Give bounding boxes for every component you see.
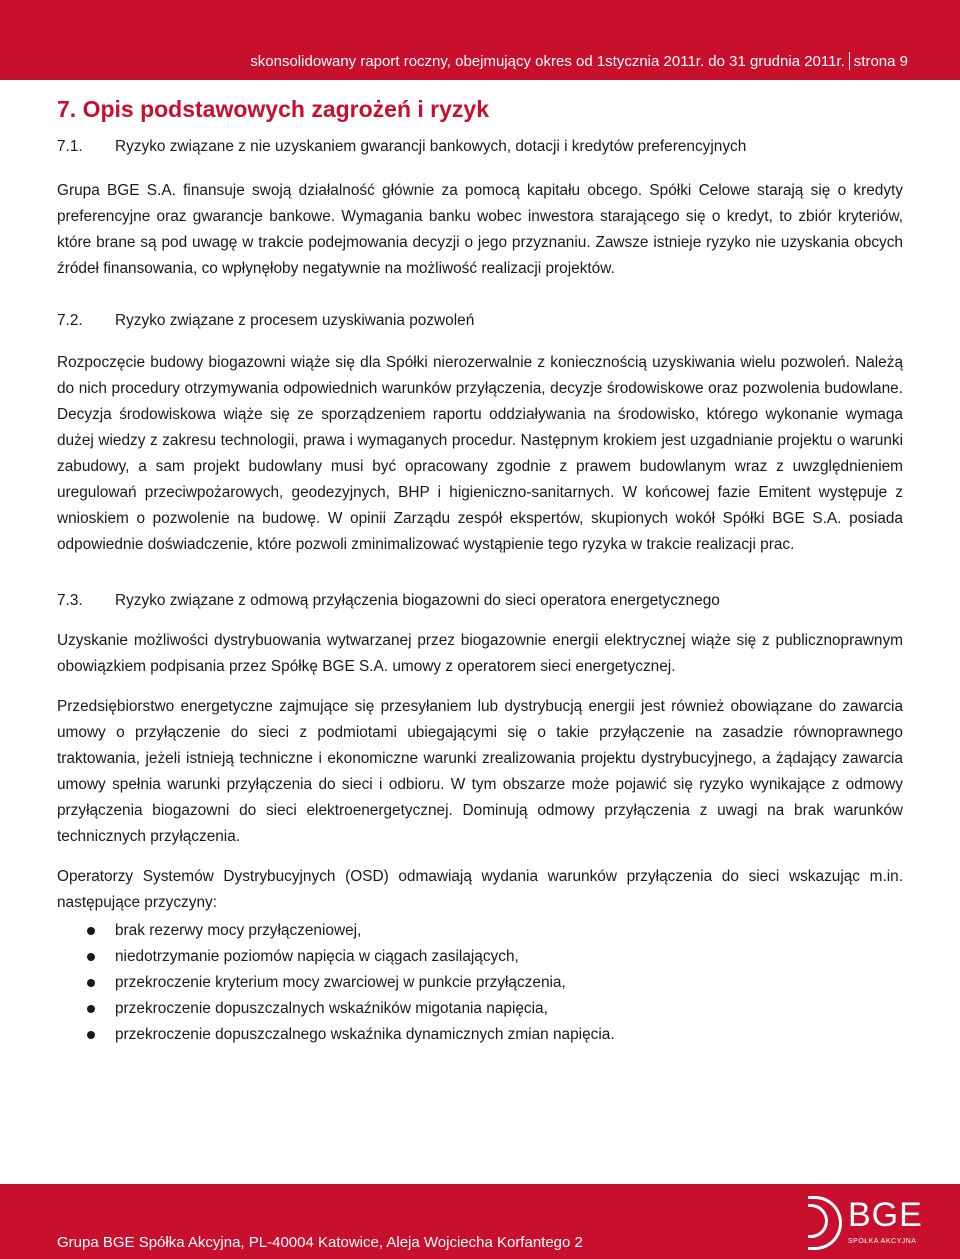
running-header [250,52,908,70]
header-bar [0,0,960,80]
reasons-list [57,918,903,1048]
bullet-icon [87,953,95,961]
subsection-heading-7-3 [57,588,903,614]
list-item-text: przekroczenie kryterium mocy zwarciowej w punkcie przyłączenia, [115,974,566,991]
logo-name: BGE [848,1196,923,1234]
bullet-icon [87,1031,95,1039]
bullet-icon [87,1005,95,1013]
section-title: 7. Opis podstawowych zagrożeń i ryzyk [57,96,490,122]
list-item-text: przekroczenie dopuszczalnego wskaźnika dynamicznych zmian napięcia. [115,1026,615,1043]
company-address: Grupa BGE Spółka Akcyjna, PL-40004 Katowice, Aleja Wojciecha Korfantego 2 [57,1234,583,1251]
footer-bar [0,1184,960,1259]
list-item-text: niedotrzymanie poziomów napięcia w ciągach zasilających, [115,948,519,965]
subsection-number: 7.3. [57,592,83,609]
paragraph: Rozpoczęcie budowy biogazowni wiąże się dla Spółki nierozerwalnie z koniecznością uzyskiwania wielu pozwoleń. Należą do nich procedury otrzymywania odpowiednich warunków przyłączenia, decyzje środowiskowe oraz pozwolenia budowlane. Decyzja środowiskowa wiąże się ze sporządzeniem raportu oddziaływania na środowisko, którego wykonanie wymaga dużej wiedzy z zakresu technologii, prawa i wymaganych procedur. Następnym krokiem jest uzgadnianie projektu o warunki zabudowy, a sam projekt budowlany musi być opracowany zgodnie z prawem budowlanym wraz z uwzględnieniem uregulowań przeciwpożarowych, geodezyjnych, BHP i higieniczno-sanitarnych. W końcowej fazie Emitent występuje z wnioskiem o pozwolenie na budowę. W opinii Zarządu zespół ekspertów, skupionych wokół Spółki BGE S.A. posiada odpowiednie doświadczenie, które pozwoli zminimalizować wystąpienie tego ryzyka w trakcie realizacji prac. [57,354,903,553]
logo-subtitle: SPÓŁKA AKCYJNA [848,1238,917,1245]
subsection-number: 7.1. [57,138,83,155]
bge-logo [808,1194,923,1254]
subsection-heading-7-2 [57,308,903,334]
bullet-icon [87,927,95,935]
paragraph: Operatorzy Systemów Dystrybucyjnych (OSD) odmawiają wydania warunków przyłączenia do sieci wskazując m.in. następujące przyczyny: [57,868,903,911]
list-item [57,944,903,970]
paragraph: Grupa BGE S.A. finansuje swoją działalność głównie za pomocą kapitału obcego. Spółki Celowe starają się o kredyty preferencyjne oraz gwarancje bankowe. Wymagania banku wobec inwestora starającego się o kredyt, to zbiór kryteriów, które brane są pod uwagę w trakcie podejmowania decyzji o jego przyznaniu. Zawsze istnieje ryzyko nie uzyskania obcych źródeł finansowania, co wpłynęłoby negatywnie na możliwość realizacji projektów. [57,182,903,277]
subsection-title: Ryzyko związane z nie uzyskaniem gwarancji bankowych, dotacji i kredytów preferencyjnych [115,138,747,155]
list-item [57,970,903,996]
subsection-number: 7.2. [57,312,83,329]
subsection-title: Ryzyko związane z odmową przyłączenia biogazowni do sieci operatora energetycznego [115,592,720,609]
list-item [57,918,903,944]
paragraph: Przedsiębiorstwo energetyczne zajmujące się przesyłaniem lub dystrybucją energii jest również obowiązane do zawarcia umowy o przyłączenie do sieci z podmiotami ubiegającymi się o takie przyłączenie na zasadzie równoprawnego traktowania, jeżeli istnieją techniczne i ekonomiczne warunki zrealizowania projektu dystrybucyjnego, a żądający zawarcia umowy spełnia warunki przyłączenia do sieci i odbioru. W tym obszarze może pojawić się ryzyko wynikające z odmowy przyłączenia biogazowni do sieci elektroenergetycznej. Dominują odmowy przyłączenia z uwagi na brak warunków technicznych przyłączenia. [57,698,903,845]
list-item [57,1022,903,1048]
header-separator [849,52,850,70]
list-item-text: przekroczenie dopuszczalnych wskaźników migotania napięcia, [115,1000,548,1017]
page-number: strona 9 [853,53,908,70]
bullet-icon [87,979,95,987]
list-item-text: brak rezerwy mocy przyłączeniowej, [115,922,362,939]
paragraph: Uzyskanie możliwości dystrybuowania wytwarzanej przez biogazownie energii elektrycznej wiąże się z publicznoprawnym obowiązkiem podpisania przez Spółkę BGE S.A. umowy z operatorem sieci energetycznej. [57,632,903,675]
subsection-title: Ryzyko związane z procesem uzyskiwania pozwoleń [115,312,475,329]
report-period-text: skonsolidowany raport roczny, obejmujący okres od 1stycznia 2011r. do 31 grudnia 2011r. [250,53,845,70]
subsection-heading-7-1 [57,134,903,160]
list-item [57,996,903,1022]
document-body [57,128,903,1048]
